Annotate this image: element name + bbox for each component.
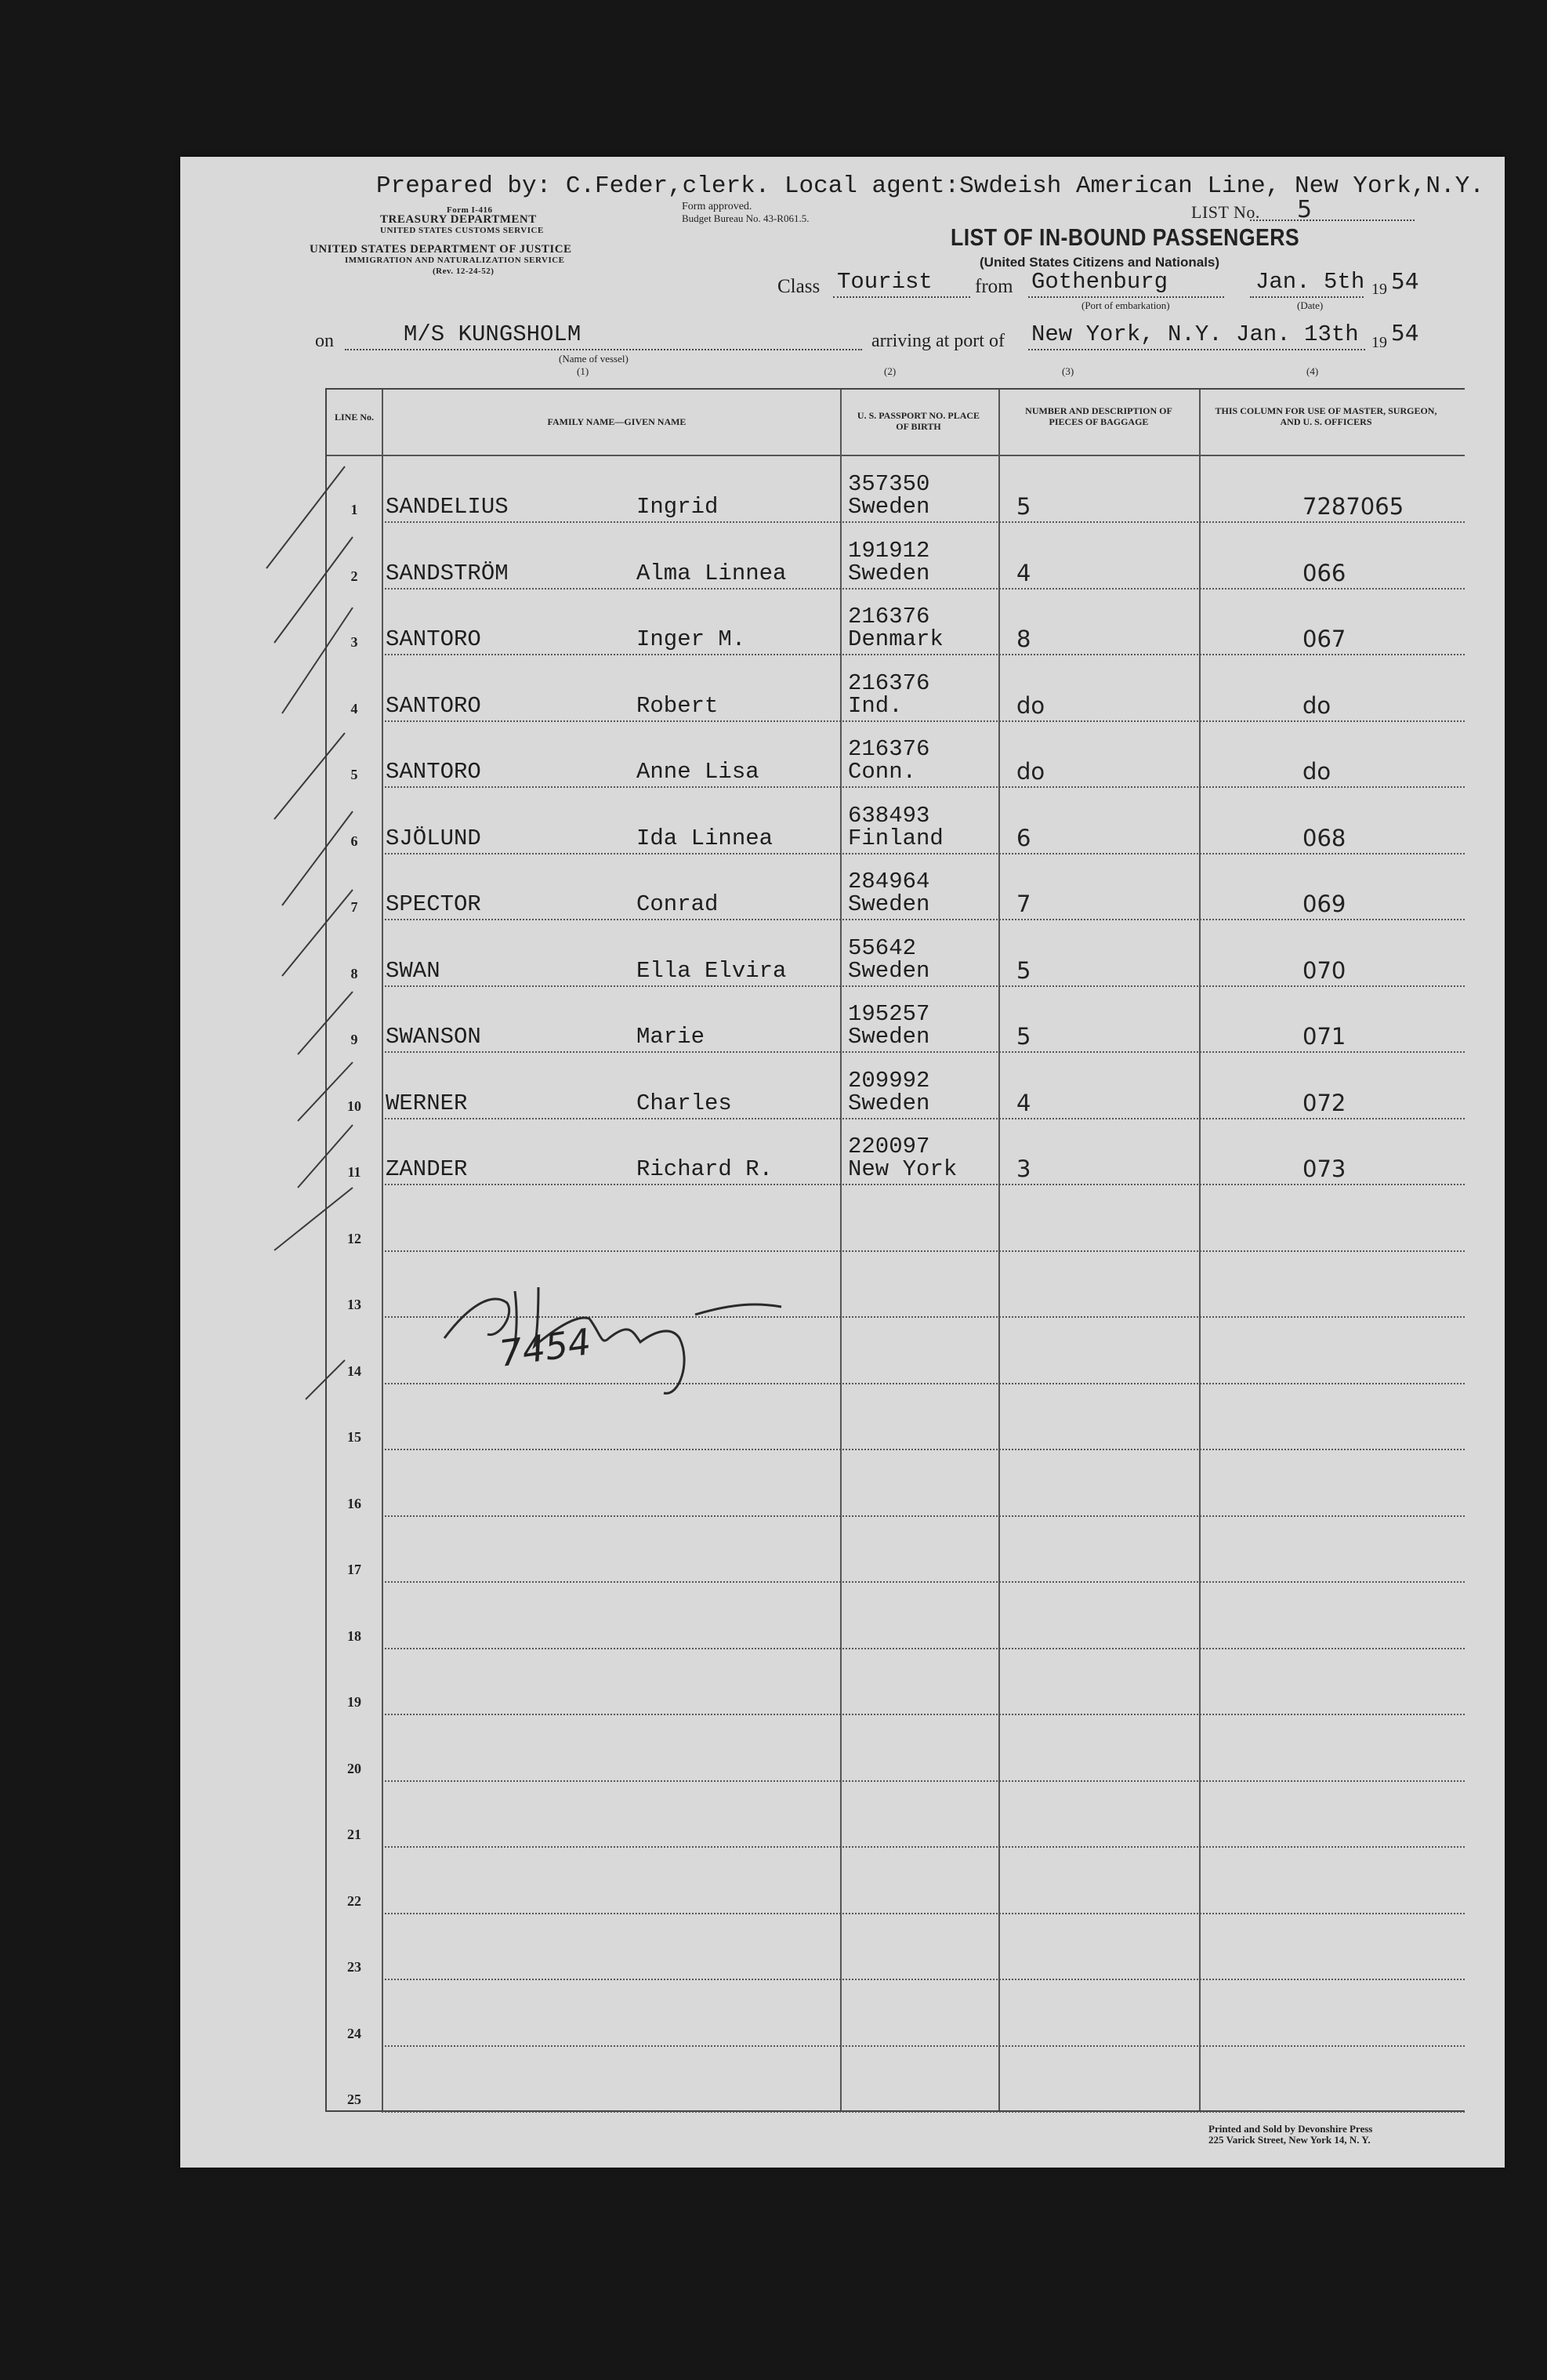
line-number: 6 (350, 833, 358, 849)
line-number: 5 (350, 767, 358, 782)
line-number: 9 (350, 1032, 358, 1047)
passport-number: 195257 (848, 1001, 930, 1027)
table-row (327, 920, 1465, 987)
table-row (327, 1118, 1465, 1185)
year-prefix: 19 (1371, 281, 1387, 298)
passport-number: 220097 (848, 1134, 930, 1159)
place-of-birth: Conn. (848, 759, 917, 785)
year-value: 54 (1391, 268, 1419, 294)
given-name: Ingrid (636, 494, 719, 520)
place-of-birth: Ind. (848, 692, 903, 719)
col-ref-4: (4) (1306, 365, 1319, 377)
officer-note: 068 (1302, 824, 1346, 851)
passport-number: 209992 (848, 1067, 930, 1094)
signature-number: 7454 (496, 1320, 594, 1375)
passport-and-birth (848, 1003, 929, 1048)
place-of-birth: Sweden (848, 1090, 930, 1116)
table-row (327, 1913, 1465, 1980)
given-name: Ida Linnea (636, 825, 774, 851)
class-label: Class (777, 276, 821, 297)
baggage-count: 4 (1016, 1089, 1031, 1116)
given-name: Charles (636, 1090, 732, 1116)
col-header-name: FAMILY NAME—GIVEN NAME (547, 416, 687, 427)
family-name: SPECTOR (386, 891, 481, 917)
family-name: SANTORO (386, 626, 481, 652)
arriving-label: arriving at port of (871, 331, 1005, 351)
place-of-birth: Sweden (848, 494, 930, 520)
port-caption: (Port of embarkation) (1081, 299, 1170, 311)
officer-note: 069 (1302, 891, 1346, 917)
table-row (327, 1714, 1465, 1782)
family-name: SANTORO (386, 759, 481, 785)
line-number: 10 (347, 1097, 361, 1114)
baggage-count: 7 (1016, 891, 1031, 917)
form-approved: Form approved. (682, 201, 752, 212)
passport-number: 357350 (848, 471, 930, 497)
port-of-embarkation: Gothenburg (1031, 269, 1168, 295)
passport-number: 216376 (848, 669, 930, 696)
passport-and-birth (848, 1069, 929, 1115)
table-row (327, 1449, 1465, 1517)
baggage-count: do (1016, 758, 1045, 785)
table-row (327, 1185, 1465, 1252)
line-number: 15 (347, 1429, 361, 1445)
family-name: SANDELIUS (386, 494, 509, 520)
line-number: 11 (347, 1164, 361, 1180)
passport-and-birth (848, 1135, 957, 1181)
passport-and-birth (848, 539, 929, 585)
table-row (327, 1648, 1465, 1715)
printer-line-1: Printed and Sold by Devonshire Press (1208, 2123, 1373, 2135)
line-number: 13 (347, 1297, 361, 1312)
officer-note: 071 (1302, 1023, 1346, 1050)
officer-note: do (1302, 691, 1331, 719)
arrival-year-prefix: 19 (1371, 334, 1387, 351)
page-subtitle: (United States Citizens and Nationals) (980, 255, 1220, 270)
baggage-count: 5 (1016, 493, 1031, 520)
family-name: WERNER (386, 1090, 468, 1116)
family-name: SWAN (386, 957, 440, 984)
line-number: 4 (350, 700, 358, 717)
baggage-count: 5 (1016, 1023, 1031, 1050)
table-row (327, 787, 1465, 854)
officer-note: 7287065 (1302, 493, 1404, 520)
line-number: 3 (350, 634, 358, 650)
handwritten-signature (421, 1260, 797, 1409)
line-number: 7 (350, 899, 358, 915)
line-number: 17 (347, 1562, 361, 1577)
col-header-officers: THIS COLUMN FOR USE OF MASTER, SURGEON, AND U. S. OFFICERS (1215, 405, 1437, 427)
passport-and-birth (848, 804, 944, 850)
place-of-birth: Denmark (848, 626, 944, 652)
passport-number: 216376 (848, 736, 930, 762)
given-name: Conrad (636, 891, 719, 917)
line-number: 12 (347, 1230, 361, 1246)
col-ref-3: (3) (1062, 365, 1074, 377)
table-row (327, 1979, 1465, 2047)
officer-note: 073 (1302, 1156, 1346, 1182)
table-row (327, 2045, 1465, 2113)
class-value: Tourist (837, 269, 933, 295)
family-name: SANTORO (386, 692, 481, 719)
departure-date: Jan. 5th (1255, 269, 1365, 295)
page-title: LIST OF IN-BOUND PASSENGERS (951, 223, 1300, 251)
line-number: 23 (347, 1959, 361, 1975)
passport-and-birth (848, 870, 929, 916)
col-header-line: LINE No. (334, 412, 374, 423)
vessel-caption: (Name of vessel) (559, 353, 629, 365)
given-name: Inger M. (636, 626, 746, 652)
baggage-count: do (1016, 691, 1045, 719)
officer-note: do (1302, 758, 1331, 785)
immigration-service: IMMIGRATION AND NATURALIZATION SERVICE (345, 256, 565, 265)
officer-note: 070 (1302, 956, 1346, 984)
given-name: Anne Lisa (636, 759, 759, 785)
check-marks (251, 451, 368, 1415)
given-name: Marie (636, 1024, 705, 1050)
budget-bureau: Budget Bureau No. 43-R061.5. (682, 212, 810, 224)
table-row (327, 1582, 1465, 1649)
list-no-label: LIST No. (1191, 202, 1260, 222)
baggage-count: 6 (1016, 824, 1031, 851)
passport-and-birth (848, 669, 930, 719)
baggage-count: 4 (1016, 559, 1031, 586)
arrival-year-value: 54 (1391, 320, 1419, 346)
place-of-birth: Sweden (848, 957, 930, 984)
family-name: SANDSTRÖM (386, 560, 509, 586)
table-row (327, 455, 1465, 523)
given-name: Alma Linnea (636, 560, 787, 586)
line-number: 8 (350, 965, 358, 981)
officer-note: 066 (1302, 559, 1346, 586)
table-row (327, 985, 1465, 1053)
passport-and-birth (848, 473, 929, 518)
place-of-birth: Finland (848, 825, 944, 851)
passport-number: 55642 (848, 934, 917, 961)
baggage-count: 8 (1016, 626, 1031, 652)
place-of-birth: Sweden (848, 891, 930, 917)
line-number: 14 (347, 1362, 361, 1379)
revision-date: (Rev. 12-24-52) (433, 267, 495, 276)
line-number: 24 (347, 2025, 361, 2041)
table-row (327, 853, 1465, 920)
justice-dept: UNITED STATES DEPARTMENT OF JUSTICE (310, 243, 572, 256)
col-header-passport: U. S. PASSPORT NO. PLACE OF BIRTH (857, 410, 980, 432)
form-number: Form I-416 (447, 205, 493, 215)
passport-and-birth (848, 605, 944, 651)
baggage-count: 5 (1016, 956, 1031, 984)
table-row (327, 522, 1465, 590)
place-of-birth: New York (848, 1156, 958, 1182)
table-row (327, 1515, 1465, 1583)
family-name: SJÖLUND (386, 825, 481, 851)
arrival-port-date: New York, N.Y. Jan. 13th (1031, 321, 1359, 347)
date-caption: (Date) (1297, 299, 1324, 311)
given-name: Ella Elvira (636, 957, 787, 984)
passport-and-birth (848, 738, 929, 783)
line-number: 18 (347, 1627, 361, 1644)
line-number: 20 (347, 1760, 361, 1776)
passport-and-birth (848, 934, 930, 984)
line-number: 25 (347, 2092, 361, 2107)
printer-line-2: 225 Varick Street, New York 14, N. Y. (1208, 2134, 1371, 2146)
list-no-value: 5 (1297, 196, 1313, 223)
line-number: 2 (350, 568, 358, 584)
passport-number: 284964 (848, 869, 930, 894)
family-name: ZANDER (386, 1156, 468, 1182)
col-ref-2: (2) (884, 365, 897, 377)
line-number: 1 (350, 502, 358, 517)
table-row (327, 1847, 1465, 1914)
table-row (327, 655, 1465, 722)
table-row (327, 588, 1465, 655)
line-number: 16 (347, 1495, 361, 1511)
given-name: Richard R. (636, 1156, 774, 1182)
passport-number: 216376 (848, 604, 930, 629)
treasury-dept: TREASURY DEPARTMENT (380, 213, 537, 226)
col-ref-1: (1) (577, 365, 589, 377)
vessel-name: M/S KUNGSHOLM (404, 321, 581, 347)
place-of-birth: Sweden (848, 560, 930, 586)
officer-note: 072 (1302, 1089, 1346, 1116)
prepared-by: Prepared by: C.Feder,clerk. Local agent:Swdeish American Line, New York,N.Y. (376, 172, 1484, 200)
passenger-table (325, 388, 1465, 2112)
from-label: from (975, 276, 1013, 297)
col-header-baggage: NUMBER AND DESCRIPTION OF PIECES OF BAGGAGE (1025, 405, 1172, 427)
table-row (327, 1780, 1465, 1848)
place-of-birth: Sweden (848, 1024, 930, 1050)
given-name: Robert (636, 692, 719, 719)
baggage-count: 3 (1016, 1156, 1031, 1182)
passport-number: 638493 (848, 802, 930, 829)
line-number: 22 (347, 1892, 361, 1909)
officer-note: 067 (1302, 626, 1346, 652)
line-number: 19 (347, 1694, 361, 1710)
family-name: SWANSON (386, 1024, 481, 1050)
passport-number: 191912 (848, 537, 930, 564)
table-row (327, 720, 1465, 788)
customs-service: UNITED STATES CUSTOMS SERVICE (380, 226, 544, 235)
on-label: on (315, 331, 334, 351)
table-row (327, 1052, 1465, 1119)
line-number: 21 (347, 1827, 361, 1842)
manifest-page (180, 157, 1505, 2168)
